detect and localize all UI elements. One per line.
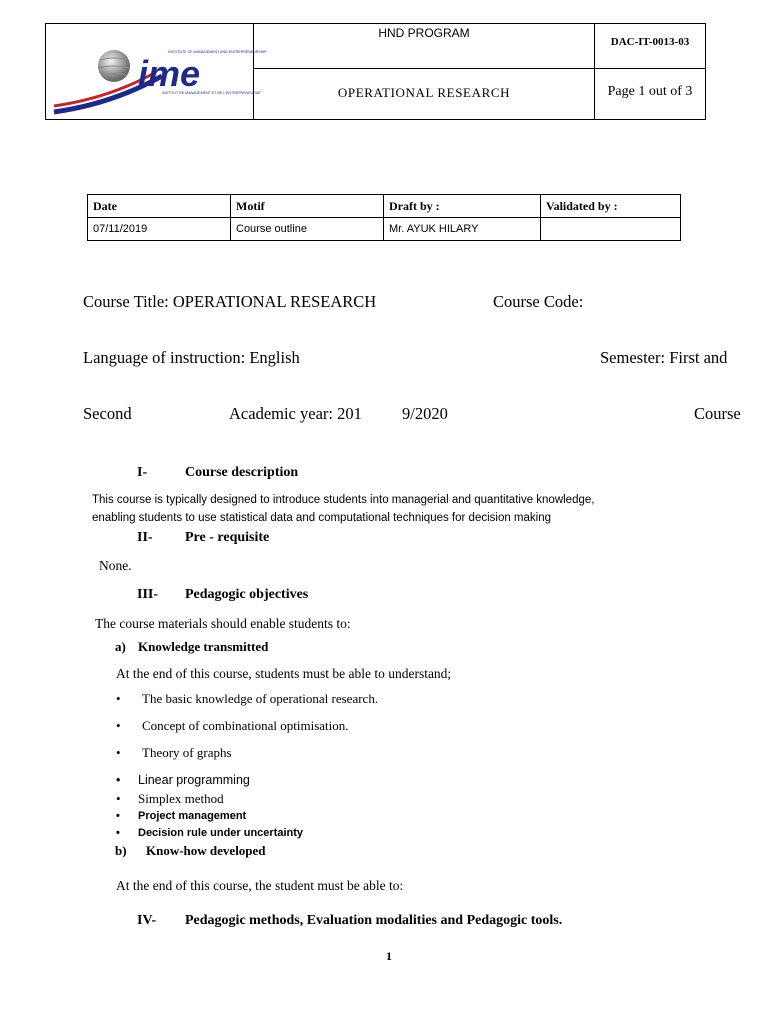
course-code: Course Code: bbox=[493, 292, 584, 311]
cell-draft-by: Mr. AYUK HILARY bbox=[384, 218, 541, 241]
list-item: • Project management bbox=[116, 810, 247, 822]
semester: Semester: First and bbox=[600, 348, 728, 367]
subsection-title: Knowledge transmitted bbox=[138, 639, 269, 654]
header-validated-by: Validated by : bbox=[541, 195, 681, 218]
table-header-row bbox=[88, 195, 681, 218]
list-item-text: The basic knowledge of operational research. bbox=[142, 691, 379, 706]
list-item: • The basic knowledge of operational research. bbox=[116, 691, 379, 706]
objectives-intro: The course materials should enable students to: bbox=[95, 616, 351, 631]
page-indicator: Page 1 out of 3 bbox=[607, 84, 693, 99]
header-divider bbox=[253, 68, 705, 69]
section-number: I- bbox=[137, 465, 148, 480]
list-item-text: Concept of combinational optimisation. bbox=[142, 718, 349, 733]
subsection-label: a) bbox=[115, 639, 126, 654]
list-item-text: Simplex method bbox=[138, 791, 224, 806]
section-prerequisite bbox=[137, 530, 537, 550]
header-draft-by: Draft by : bbox=[384, 195, 541, 218]
subsection-know-how bbox=[115, 843, 515, 863]
academic-year-end: 9/2020 bbox=[402, 404, 448, 423]
section-pedagogic-objectives bbox=[137, 587, 537, 607]
section-title: Pre - requisite bbox=[185, 530, 270, 545]
cell-validated-by bbox=[541, 218, 681, 241]
header-date: Date bbox=[88, 195, 231, 218]
subsection-knowledge-transmitted bbox=[115, 639, 515, 659]
cell-motif: Course outline bbox=[231, 218, 384, 241]
list-item: • Theory of graphs bbox=[116, 745, 232, 760]
svg-text:ime: ime bbox=[138, 53, 201, 94]
semester-second: Second bbox=[83, 404, 132, 423]
section-number: III- bbox=[137, 587, 159, 602]
svg-text:INSTITUT DE MANAGEMENT ET DE L: INSTITUT DE MANAGEMENT ET DE L'ENTREPRENEURIAT bbox=[162, 91, 262, 95]
section-title: Pedagogic objectives bbox=[185, 587, 309, 602]
section-course-description bbox=[137, 465, 537, 485]
cell-date: 07/11/2019 bbox=[88, 218, 231, 241]
course-label-trailing: Course bbox=[694, 404, 741, 423]
document-code: DAC-IT-0013-03 bbox=[610, 36, 690, 48]
section-title: Course description bbox=[185, 465, 299, 480]
description-line-2: enabling students to use statistical data and computational techniques for decision making bbox=[92, 512, 552, 524]
academic-year: Academic year: 201 bbox=[229, 404, 362, 423]
knowledge-intro: At the end of this course, students must be able to understand; bbox=[116, 666, 452, 681]
svg-text:INSTITUTE OF MANAGEMENT AND EN: INSTITUTE OF MANAGEMENT AND ENTREPRENEURSHIP bbox=[168, 50, 267, 54]
know-how-intro: At the end of this course, the student must be able to: bbox=[116, 878, 404, 893]
list-item-text: Decision rule under uncertainty bbox=[138, 827, 304, 839]
header-motif: Motif bbox=[231, 195, 384, 218]
list-item-text: Project management bbox=[138, 810, 247, 822]
ime-logo bbox=[52, 42, 267, 114]
language-of-instruction: Language of instruction: English bbox=[83, 348, 300, 367]
subsection-label: b) bbox=[115, 843, 127, 858]
section-title: Pedagogic methods, Evaluation modalities and Pedagogic tools. bbox=[185, 913, 563, 928]
section-number: II- bbox=[137, 530, 153, 545]
section-pedagogic-methods bbox=[137, 913, 637, 933]
description-line-1: This course is typically designed to introduce students into managerial and quantitative knowledge, bbox=[92, 494, 595, 506]
course-title: Course Title: OPERATIONAL RESEARCH bbox=[83, 292, 377, 311]
list-item: • Linear programming bbox=[116, 773, 250, 787]
list-item: • Simplex method bbox=[116, 791, 224, 806]
list-item-text: Linear programming bbox=[138, 773, 250, 787]
page-number: 1 bbox=[386, 949, 392, 963]
section-number: IV- bbox=[137, 913, 157, 928]
document-header bbox=[45, 23, 706, 120]
list-item: • Concept of combinational optimisation. bbox=[116, 718, 349, 733]
list-item: • Decision rule under uncertainty bbox=[116, 827, 304, 839]
course-name: OPERATIONAL RESEARCH bbox=[337, 85, 511, 100]
table-row bbox=[88, 218, 681, 241]
document-info-table bbox=[87, 194, 681, 241]
program-label: HND PROGRAM bbox=[378, 26, 470, 40]
list-item-text: Theory of graphs bbox=[142, 745, 232, 760]
subsection-title: Know-how developed bbox=[146, 843, 266, 858]
prerequisite-text: None. bbox=[99, 558, 132, 573]
